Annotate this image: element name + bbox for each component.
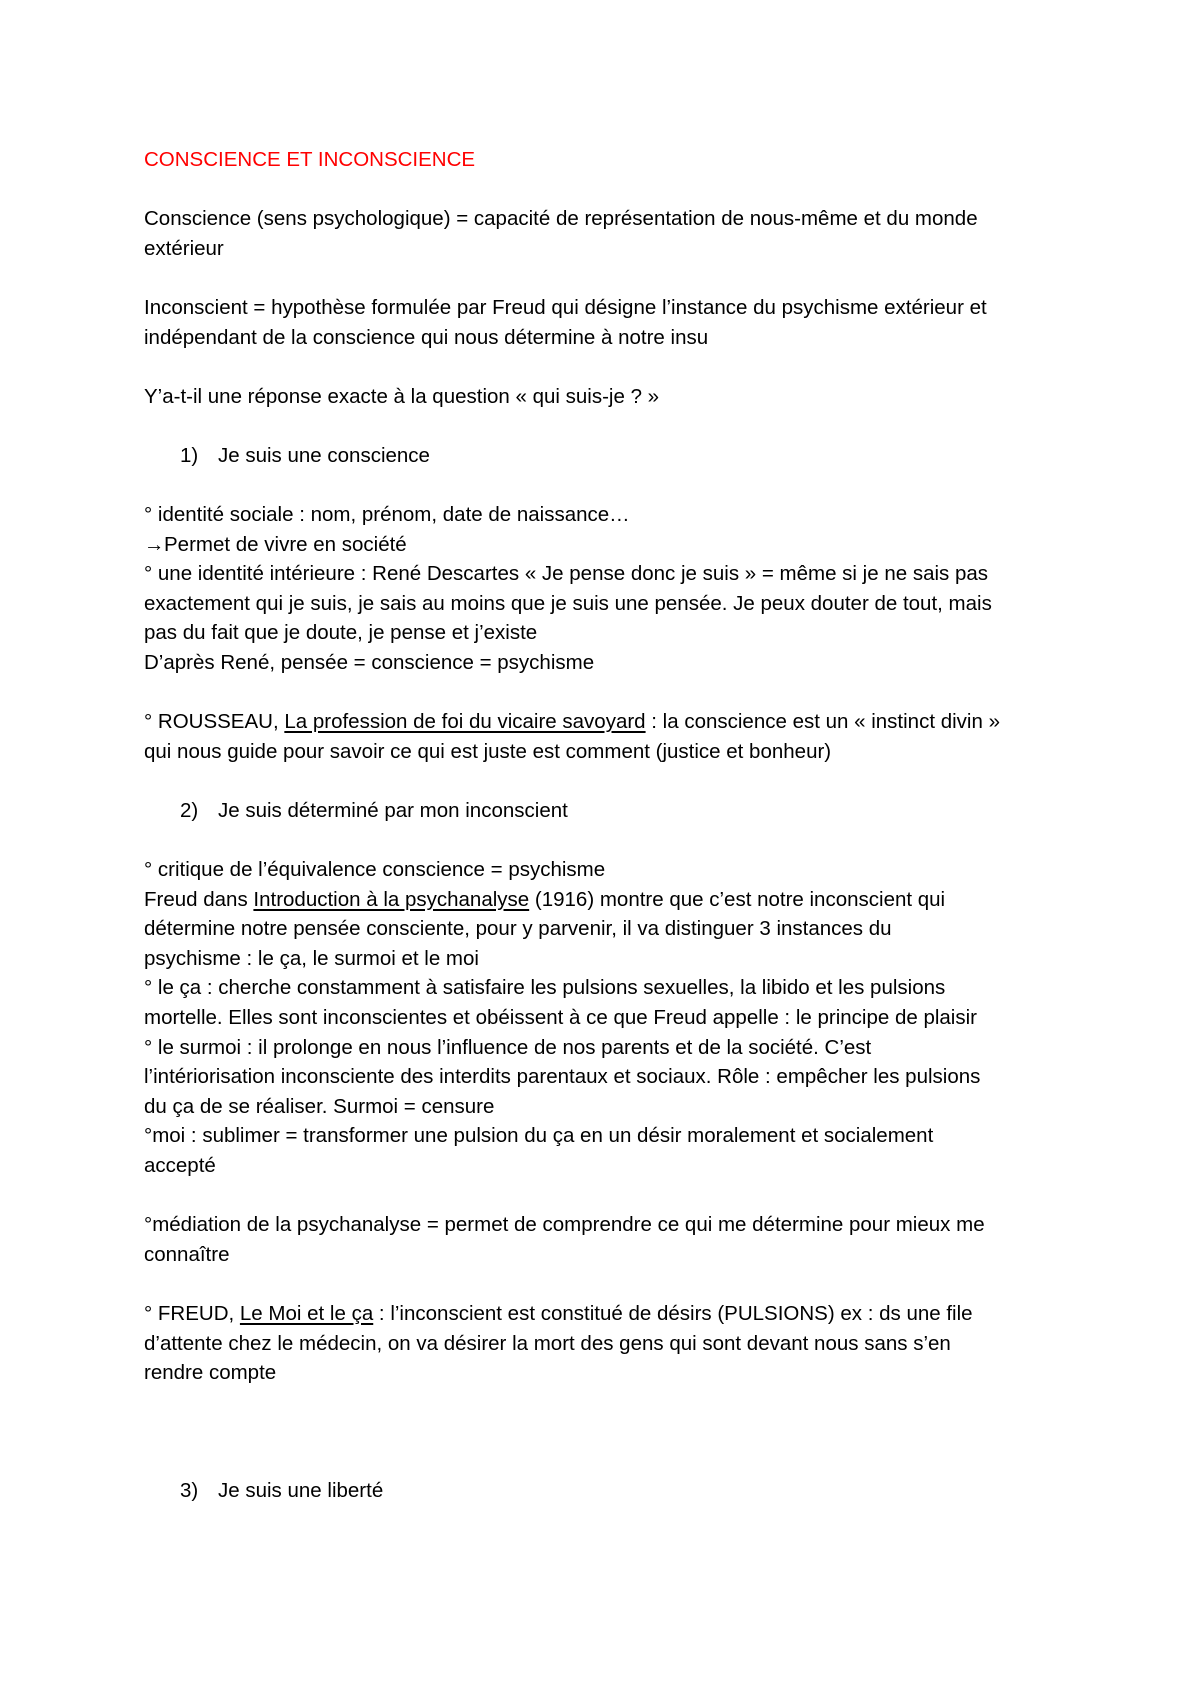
text-line: d’attente chez le médecin, on va désirer la mort des gens qui sont devant nous sans s’en — [144, 1331, 951, 1355]
text-line: ° le ça : cherche constamment à satisfaire les pulsions sexuelles, la libido et les pulsions — [144, 976, 946, 1000]
section-number: 3) — [180, 1479, 199, 1502]
section-number: 2) — [180, 799, 199, 822]
mediation-paragraph — [144, 1210, 1074, 1269]
rousseau-prefix: ° ROUSSEAU, — [144, 710, 285, 733]
text-line: mortelle. Elles sont inconscientes et obéissent à ce que Freud appelle : le principe de plaisir — [144, 1005, 977, 1029]
text-line: indépendant de la conscience qui nous détermine à notre insu — [144, 325, 709, 349]
text-line: exactement qui je suis, je sais au moins que je suis une pensée. Je peux douter de tout, mais — [144, 591, 992, 615]
text-line: qui nous guide pour savoir ce qui est juste est comment (justice et bonheur) — [144, 739, 832, 763]
freud-work-title: Le Moi et le ça — [239, 1302, 374, 1325]
text-line: ° une identité intérieure : René Descartes « Je pense donc je suis » = même si je ne sais pas — [144, 562, 989, 586]
text-line: D’après René, pensée = conscience = psychisme — [144, 650, 595, 674]
text-line: connaître — [144, 1242, 230, 1266]
text-line: Conscience (sens psychologique) = capacité de représentation de nous-même et du monde — [144, 207, 978, 230]
text-line: ° le surmoi : il prolonge en nous l’influence de nos parents et de la société. C’est — [144, 1035, 872, 1059]
section-2-heading — [180, 796, 568, 826]
section-title: Je suis une liberté — [218, 1479, 384, 1502]
text-line — [144, 707, 1074, 737]
inconscient-definition — [144, 293, 1074, 352]
section-2-body — [144, 855, 1074, 1181]
text-line — [144, 530, 1074, 560]
section-1-heading — [180, 441, 430, 471]
text-line: accepté — [144, 1153, 216, 1177]
section-number: 1) — [180, 444, 199, 467]
text-line: ° critique de l’équivalence conscience = psychisme — [144, 858, 606, 881]
text-line — [144, 885, 1074, 915]
text-line: °moi : sublimer = transformer une pulsion du ça en un désir moralement et socialement — [144, 1124, 934, 1148]
text-line: Inconscient = hypothèse formulée par Freud qui désigne l’instance du psychisme extérieur et — [144, 296, 987, 319]
rousseau-work-title: La profession de foi du vicaire savoyard — [284, 710, 646, 733]
freud-work-title: Introduction à la psychanalyse — [253, 887, 530, 911]
freud-prefix: Freud dans — [144, 887, 254, 911]
text-line: rendre compte — [144, 1361, 277, 1385]
rousseau-paragraph — [144, 707, 1074, 766]
conscience-definition — [144, 204, 1074, 263]
right-arrow-icon: → — [144, 532, 165, 556]
text-line: °médiation de la psychanalyse = permet de comprendre ce qui me détermine pour mieux me — [144, 1213, 985, 1236]
text-line: psychisme : le ça, le surmoi et le moi — [144, 946, 479, 970]
section-title: Je suis déterminé par mon inconscient — [218, 799, 568, 822]
text-line: du ça de se réaliser. Surmoi = censure — [144, 1094, 495, 1118]
section-title: Je suis une conscience — [218, 444, 430, 467]
document-title: CONSCIENCE ET INCONSCIENCE — [144, 148, 476, 171]
text-line: extérieur — [144, 236, 224, 260]
freud-prefix: ° FREUD, — [144, 1302, 240, 1325]
section-1-body — [144, 500, 1074, 678]
freud-paragraph — [144, 1299, 1074, 1388]
text-line — [144, 1299, 1074, 1329]
text-line: ° identité sociale : nom, prénom, date de naissance… — [144, 503, 630, 526]
text-line: l’intériorisation inconsciente des interdits parentaux et sociaux. Rôle : empêcher les pulsions — [144, 1065, 981, 1089]
rousseau-suffix: : la conscience est un « instinct divin » — [645, 710, 1000, 733]
arrow-line-text: Permet de vivre en société — [164, 532, 407, 556]
freud-suffix: (1916) montre que c’est notre inconscient qui — [529, 887, 946, 911]
text-line: pas du fait que je doute, je pense et j’existe — [144, 621, 538, 645]
freud-suffix: : l’inconscient est constitué de désirs (PULSIONS) ex : ds une file — [373, 1302, 973, 1325]
text-line: détermine notre pensée consciente, pour y parvenir, il va distinguer 3 instances du — [144, 917, 892, 941]
question-paragraph — [144, 382, 1074, 412]
section-3-heading — [180, 1476, 383, 1506]
question-text: Y’a-t-il une réponse exacte à la question « qui suis-je ? » — [144, 385, 660, 408]
